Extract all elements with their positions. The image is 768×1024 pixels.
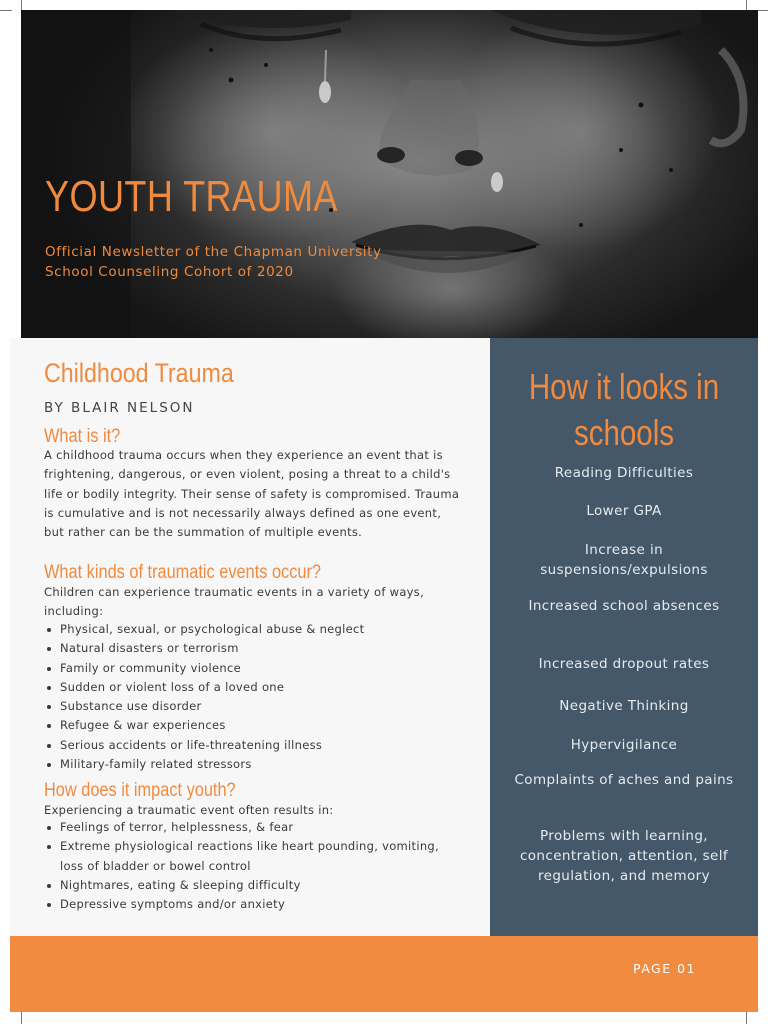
article-column bbox=[10, 338, 490, 936]
hero-banner bbox=[21, 10, 758, 338]
list-item: Serious accidents or life-threatening illness bbox=[44, 736, 464, 755]
section-heading: How does it impact youth? bbox=[44, 780, 236, 801]
crop-mark bbox=[0, 10, 12, 11]
footer-bar bbox=[10, 936, 758, 1012]
list-item: Feelings of terror, helplessness, & fear bbox=[44, 818, 464, 837]
list-item: Natural disasters or terrorism bbox=[44, 639, 464, 658]
list-item: Depressive symptoms and/or anxiety bbox=[44, 895, 464, 914]
list-item: Physical, sexual, or psychological abuse & neglect bbox=[44, 620, 464, 639]
list-item: Military-family related stressors bbox=[44, 755, 464, 774]
crop-mark bbox=[21, 1012, 22, 1024]
sidebar-title: How it looks in schools bbox=[528, 366, 720, 453]
schools-sidebar bbox=[490, 338, 758, 936]
sidebar-item: Hypervigilance bbox=[570, 737, 678, 753]
article-heading: Childhood Trauma bbox=[44, 358, 234, 388]
newsletter-subtitle bbox=[45, 242, 382, 282]
list-item: Extreme physiological reactions like heart pounding, vomiting, loss of bladder or bowel control bbox=[44, 837, 464, 876]
page-number: PAGE 01 bbox=[632, 961, 696, 976]
section-text: Children can experience traumatic events in a variety of ways, including: bbox=[44, 585, 425, 619]
sidebar-item: Increased dropout rates bbox=[538, 656, 710, 672]
sidebar-item: Problems with learning, concentration, attention, self regulation, and memory bbox=[519, 828, 729, 884]
sidebar-item: Lower GPA bbox=[586, 503, 662, 519]
sidebar-item: Reading Difficulties bbox=[554, 465, 694, 481]
sidebar-item: Complaints of aches and pains bbox=[514, 772, 734, 788]
sidebar-item: Negative Thinking bbox=[559, 698, 689, 714]
section-text: Experiencing a traumatic event often results in: bbox=[44, 803, 334, 817]
subtitle-line: School Counseling Cohort of 2020 bbox=[45, 264, 294, 280]
sidebar-item: Increased school absences bbox=[528, 598, 720, 614]
list-item: Sudden or violent loss of a loved one bbox=[44, 678, 464, 697]
list-item: Nightmares, eating & sleeping difficulty bbox=[44, 876, 464, 895]
list-item: Refugee & war experiences bbox=[44, 716, 464, 735]
newsletter-title: YOUTH TRAUMA bbox=[45, 172, 338, 221]
traumatic-events-list bbox=[44, 620, 464, 774]
crop-mark bbox=[746, 1012, 747, 1024]
list-item: Family or community violence bbox=[44, 659, 464, 678]
section-heading: What is it? bbox=[44, 426, 121, 447]
impact-list bbox=[44, 818, 464, 914]
section-heading: What kinds of traumatic events occur? bbox=[44, 562, 322, 583]
list-item: Substance use disorder bbox=[44, 697, 464, 716]
sidebar-item: Increase in suspensions/expulsions bbox=[540, 542, 708, 578]
section-text: A childhood trauma occurs when they experience an event that is frightening, dangerous, or even violent, posing a threat to a child's life or bodily integrity. Their sense of safety is compromised. Trauma is cumulative and is not necessarily always defined as one event, but rather can be the summation of multiple events. bbox=[44, 448, 460, 540]
byline: BY BLAIR NELSON bbox=[44, 400, 195, 416]
subtitle-line: Official Newsletter of the Chapman University bbox=[45, 244, 382, 260]
